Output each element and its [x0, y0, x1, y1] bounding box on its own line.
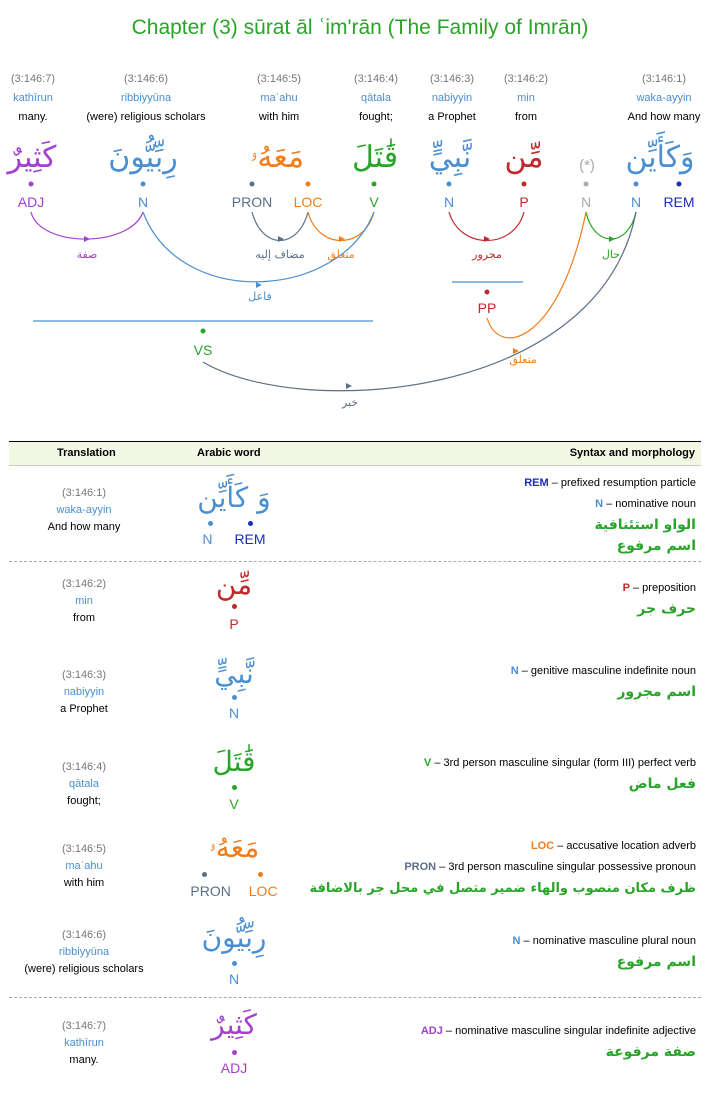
syntax-desc: – 3rd person masculine singular (form III) perfect verb	[431, 757, 696, 769]
row-translation	[9, 1018, 159, 1069]
syntax-tag: N	[595, 498, 604, 510]
pos-tag-rem: REM	[663, 194, 695, 210]
row-arabic: رِبِّيُّونَ	[201, 921, 267, 954]
word-translation: with him	[258, 111, 300, 123]
row-location: (3:146:3)	[61, 669, 107, 681]
pos-tag-adj: ADJ	[17, 194, 45, 210]
syntax-tag: N	[510, 665, 519, 677]
arabic-description: صفة مرفوعة	[605, 1044, 696, 1060]
word-translation: from	[515, 111, 537, 123]
row-tag: REM	[234, 531, 266, 547]
row-location: (3:146:4)	[61, 761, 107, 773]
arabic-word-5: مَعَهُۥ	[249, 140, 305, 175]
row-arabic: قَٰتَلَ	[212, 745, 256, 778]
row-location: (3:146:2)	[61, 578, 107, 590]
row-tag: N	[228, 705, 240, 721]
dependency-graph	[0, 0, 720, 420]
syntax-desc: – prefixed resumption particle	[548, 477, 696, 489]
table-row[interactable]	[9, 997, 701, 1098]
row-tag: LOC	[248, 883, 278, 899]
syntax-desc: – accusative location adverb	[554, 840, 696, 852]
arabic-description: حرف جر	[637, 601, 696, 617]
row-syntax	[276, 578, 696, 620]
syntax-desc: – preposition	[629, 582, 696, 594]
arabic-description: اسم مجرور	[617, 684, 696, 700]
table-row[interactable]	[9, 653, 701, 745]
arabic-word-6: رِبِّيُّونَ	[108, 140, 178, 175]
row-english: And how many	[47, 521, 121, 533]
row-translation	[9, 927, 159, 978]
word-transliteration: min	[517, 92, 535, 104]
arabic-description: اسم مرفوع	[616, 954, 696, 970]
hidden-word-marker: (*)	[579, 157, 595, 174]
word-transliteration: kathīrun	[13, 92, 53, 104]
edge-label: مجرور	[472, 248, 502, 261]
word-location: (3:146:4)	[353, 73, 399, 85]
phrase-node-vs: VS	[193, 342, 213, 358]
edge-label: متعلق	[327, 248, 355, 261]
syntax-desc: – 3rd person masculine singular possessive pronoun	[436, 861, 696, 873]
row-transliteration: nabiyyin	[63, 686, 105, 698]
syntax-tag: P	[622, 582, 630, 594]
word-location: (3:146:5)	[256, 73, 302, 85]
edge-label: خبر	[341, 396, 359, 409]
row-arabic: مَعَهُۥ	[208, 831, 260, 864]
row-tag: N	[228, 971, 240, 987]
pos-tag-n: N	[630, 194, 642, 210]
row-transliteration: min	[75, 595, 93, 607]
word-location: (3:146:6)	[123, 73, 169, 85]
word-transliteration: nabiyyin	[431, 92, 473, 104]
row-english: (were) religious scholars	[24, 963, 144, 975]
word-translation: fought;	[359, 111, 393, 123]
word-transliteration: waka-ayyin	[636, 92, 692, 104]
row-english: with him	[63, 877, 105, 889]
arabic-description: الواو استئنافية	[594, 517, 696, 533]
edge-label: مضاف إليه	[255, 248, 305, 261]
row-translation	[9, 667, 159, 718]
edge-label: حال	[601, 248, 621, 261]
row-translation	[9, 759, 159, 810]
word-location: (3:146:1)	[641, 73, 687, 85]
edge-label: فاعل	[248, 290, 272, 303]
word-translation: (were) religious scholars	[86, 111, 206, 123]
table-header	[9, 441, 701, 466]
word-location: (3:146:7)	[10, 73, 56, 85]
syntax-desc: – nominative masculine plural noun	[520, 935, 696, 947]
row-arabic: كَثِيرٌ	[211, 1008, 257, 1041]
word-transliteration: ribbiyyūna	[120, 92, 172, 104]
word-transliteration: maʿahu	[260, 92, 298, 104]
syntax-desc: – nominative masculine singular indefinite adjective	[442, 1025, 696, 1037]
syntax-tag: PRON	[404, 861, 437, 873]
syntax-tag: REM	[524, 477, 549, 489]
page-title: Chapter (3) sūrat āl ʿim'rān (The Family of Imrān)	[131, 16, 589, 39]
header-syntax: Syntax and morphology	[569, 447, 695, 459]
row-arabic: نَّبِيٍّ	[214, 657, 254, 690]
arabic-word-3: نَّبِيٍّ	[428, 140, 472, 175]
row-arabic-text: وَ كَأَيِّن	[197, 481, 271, 514]
row-tag: P	[229, 616, 239, 632]
phrase-node-pp: PP	[477, 300, 497, 316]
word-location: (3:146:2)	[503, 73, 549, 85]
row-location: (3:146:7)	[61, 1020, 107, 1032]
row-arabic: مِّن	[215, 568, 253, 601]
arabic-word-4: قَٰتَلَ	[351, 140, 399, 175]
row-english: fought;	[67, 795, 101, 807]
pos-tag-n-hidden: N	[580, 194, 592, 210]
row-transliteration: qātala	[69, 778, 99, 790]
table-row[interactable]	[9, 921, 701, 997]
syntax-desc: – nominative noun	[603, 498, 696, 510]
row-transliteration: kathīrun	[64, 1037, 104, 1049]
row-transliteration: ribbiyyūna	[58, 946, 110, 958]
syntax-tag: N	[512, 935, 521, 947]
row-syntax	[276, 661, 696, 703]
pos-tag-p: P	[519, 194, 529, 210]
syntax-tag: V	[423, 757, 432, 769]
word-transliteration: qātala	[361, 92, 391, 104]
row-syntax	[276, 473, 696, 557]
table-row[interactable]	[9, 561, 701, 654]
row-location: (3:146:5)	[61, 843, 107, 855]
table-row[interactable]	[9, 465, 701, 560]
row-syntax	[276, 931, 696, 973]
row-tag: N	[202, 531, 213, 547]
row-syntax	[276, 1021, 696, 1063]
row-syntax	[276, 753, 696, 795]
row-translation	[9, 485, 159, 536]
arabic-word-2: مِّن	[504, 140, 544, 175]
pos-tag-v: V	[369, 194, 379, 210]
syntax-desc: – genitive masculine indefinite noun	[518, 665, 696, 677]
word-translation: And how many	[627, 111, 701, 123]
row-transliteration: maʿahu	[65, 860, 103, 872]
syntax-tag: ADJ	[420, 1025, 443, 1037]
word-translation: a Prophet	[428, 111, 476, 123]
arabic-description: فعل ماض	[628, 776, 696, 792]
pos-tag-pron: PRON	[231, 194, 273, 210]
arabic-word-1: وَكَأَيِّن	[625, 140, 695, 175]
row-translation	[9, 841, 159, 892]
row-tag: ADJ	[220, 1060, 248, 1076]
edge-label: متعلق	[509, 353, 537, 366]
row-translation	[9, 576, 159, 627]
row-tag: PRON	[190, 883, 231, 899]
table-row[interactable]	[9, 745, 701, 831]
row-location: (3:146:1)	[61, 487, 107, 499]
table-row[interactable]	[9, 831, 701, 927]
header-arabic: Arabic word	[197, 447, 261, 459]
word-location: (3:146:3)	[429, 73, 475, 85]
arabic-description: ظرف مكان منصوب والهاء ضمير متصل في محل جر بالاضافة	[309, 881, 696, 896]
row-transliteration: waka-ayyin	[56, 504, 112, 516]
row-english: many.	[69, 1054, 99, 1066]
arabic-word-7: كَثِيرٌ	[7, 140, 57, 175]
row-tag: V	[229, 796, 239, 812]
edge-label: صفة	[76, 248, 98, 261]
word-translation: many.	[18, 111, 48, 123]
row-english: from	[73, 612, 95, 624]
pos-tag-loc: LOC	[293, 194, 323, 210]
row-syntax	[236, 836, 696, 899]
arabic-description: اسم مرفوع	[616, 538, 696, 554]
row-english: a Prophet	[60, 703, 108, 715]
pos-tag-n: N	[443, 194, 455, 210]
syntax-tag: LOC	[530, 840, 555, 852]
header-translation: Translation	[57, 447, 116, 459]
pos-tag-n: N	[137, 194, 149, 210]
row-location: (3:146:6)	[61, 929, 107, 941]
